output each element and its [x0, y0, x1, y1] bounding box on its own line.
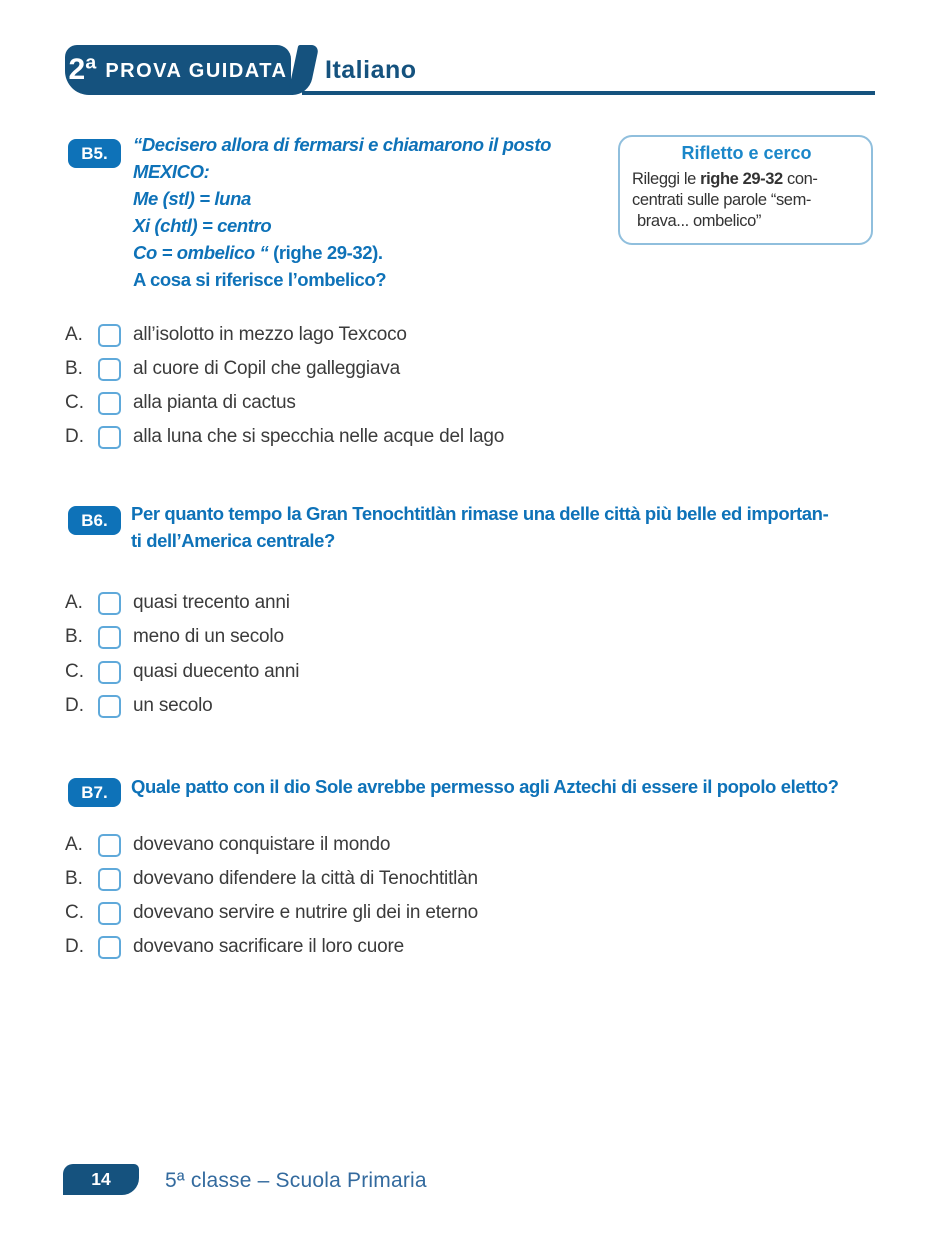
page-number-badge: 14 [63, 1164, 139, 1195]
b5-quote-line5-italic: Co = ombelico “ [133, 242, 274, 263]
b7-option-b-text: dovevano difendere la città di Tenochtitlàn [133, 868, 478, 889]
reflect-line1-bold: righe 29-32 [700, 170, 783, 188]
header-subject: Italiano [325, 56, 417, 84]
b5-prompt: A cosa si riferisce l’ombelico? [133, 269, 387, 290]
b5-quote-line1: “Decisero allora di fermarsi e chiamarono il posto [133, 134, 551, 155]
b6-option-b-letter: B. [65, 626, 83, 647]
b7-option-row-b [65, 867, 478, 891]
reflect-box [618, 135, 873, 245]
header-tab-title: PROVA GUIDATA [105, 60, 288, 82]
b6-option-b-text: meno di un secolo [133, 626, 284, 647]
b6-option-a-checkbox[interactable] [98, 592, 121, 615]
question-b7-text [131, 773, 839, 800]
b7-option-a-letter: A. [65, 834, 83, 855]
b5-option-b-text: al cuore di Copil che galleggiava [133, 358, 400, 379]
b5-option-d-letter: D. [65, 426, 84, 447]
b6-option-d-letter: D. [65, 695, 84, 716]
header-tab-number: 2ª [68, 53, 97, 86]
b5-option-row-d [65, 425, 504, 449]
b6-option-d-text: un secolo [133, 695, 213, 716]
question-b5-text [133, 131, 551, 293]
b7-option-c-text: dovevano servire e nutrire gli dei in eterno [133, 902, 479, 923]
b7-option-row-c [65, 901, 478, 925]
b6-option-b-checkbox[interactable] [98, 626, 121, 649]
b7-option-a-checkbox[interactable] [98, 834, 121, 857]
b6-line2: ti dell’America centrale? [131, 530, 335, 551]
reflect-line1-post: con- [782, 170, 818, 188]
b5-quote-line5-normal: (righe 29-32). [273, 242, 383, 263]
b5-option-b-checkbox[interactable] [98, 358, 121, 381]
b7-option-d-text: dovevano sacrificare il loro cuore [133, 936, 404, 957]
b6-option-c-text: quasi duecento anni [133, 661, 300, 682]
b7-option-d-letter: D. [65, 936, 84, 957]
b7-option-b-checkbox[interactable] [98, 868, 121, 891]
b5-option-a-letter: A. [65, 324, 83, 345]
b7-line1: Quale patto con il dio Sole avrebbe permesso agli Aztechi di essere il popolo eletto? [131, 776, 839, 797]
question-b5-badge: B5. [68, 139, 121, 168]
b7-option-d-checkbox[interactable] [98, 936, 121, 959]
b5-option-c-text: alla pianta di cactus [133, 392, 296, 413]
b6-option-a-letter: A. [65, 592, 83, 613]
b5-option-a-text: all’isolotto in mezzo lago Texcoco [133, 324, 407, 345]
b5-option-d-text: alla luna che si specchia nelle acque del lago [133, 426, 505, 447]
b6-option-c-checkbox[interactable] [98, 661, 121, 684]
b7-option-b-letter: B. [65, 868, 83, 889]
b5-quote-line4: Xi (chtl) = centro [133, 215, 272, 236]
question-b6-badge: B6. [68, 506, 121, 535]
b6-line1: Per quanto tempo la Gran Tenochtitlàn rimase una delle città più belle ed importan- [131, 503, 829, 524]
b7-option-c-letter: C. [65, 902, 84, 923]
reflect-box-line1 [632, 169, 861, 190]
b5-option-row-c [65, 391, 296, 415]
reflect-box-line3: brava... ombelico” [637, 212, 761, 230]
b5-option-d-checkbox[interactable] [98, 426, 121, 449]
b6-option-row-b [65, 625, 284, 649]
b6-option-row-c [65, 660, 299, 684]
b6-option-row-d [65, 694, 213, 718]
question-b6-text [131, 500, 828, 554]
footer-text: 5ª classe – Scuola Primaria [165, 1169, 427, 1192]
reflect-box-line2: centrati sulle parole “sem- [632, 191, 812, 209]
b7-option-a-text: dovevano conquistare il mondo [133, 834, 391, 855]
header-tab-wedge [288, 45, 320, 95]
b6-option-c-letter: C. [65, 661, 84, 682]
b7-option-row-a [65, 833, 390, 857]
b7-option-c-checkbox[interactable] [98, 902, 121, 925]
b5-option-a-checkbox[interactable] [98, 324, 121, 347]
header-rule [302, 91, 875, 95]
b5-quote-line5 [133, 239, 551, 266]
b5-quote-line2: MEXICO: [133, 161, 210, 182]
b5-option-c-checkbox[interactable] [98, 392, 121, 415]
b5-option-c-letter: C. [65, 392, 84, 413]
b7-option-row-d [65, 935, 404, 959]
b5-option-b-letter: B. [65, 358, 83, 379]
b6-option-row-a [65, 591, 290, 615]
b6-option-a-text: quasi trecento anni [133, 592, 290, 613]
header-tab [65, 45, 291, 95]
b5-option-row-b [65, 357, 400, 381]
reflect-box-title: Rifletto e cerco [681, 143, 812, 163]
b5-quote-line3: Me (stl) = luna [133, 188, 251, 209]
reflect-line1-pre: Rileggi le [632, 170, 701, 188]
b6-option-d-checkbox[interactable] [98, 695, 121, 718]
question-b7-badge: B7. [68, 778, 121, 807]
b5-option-row-a [65, 323, 407, 347]
